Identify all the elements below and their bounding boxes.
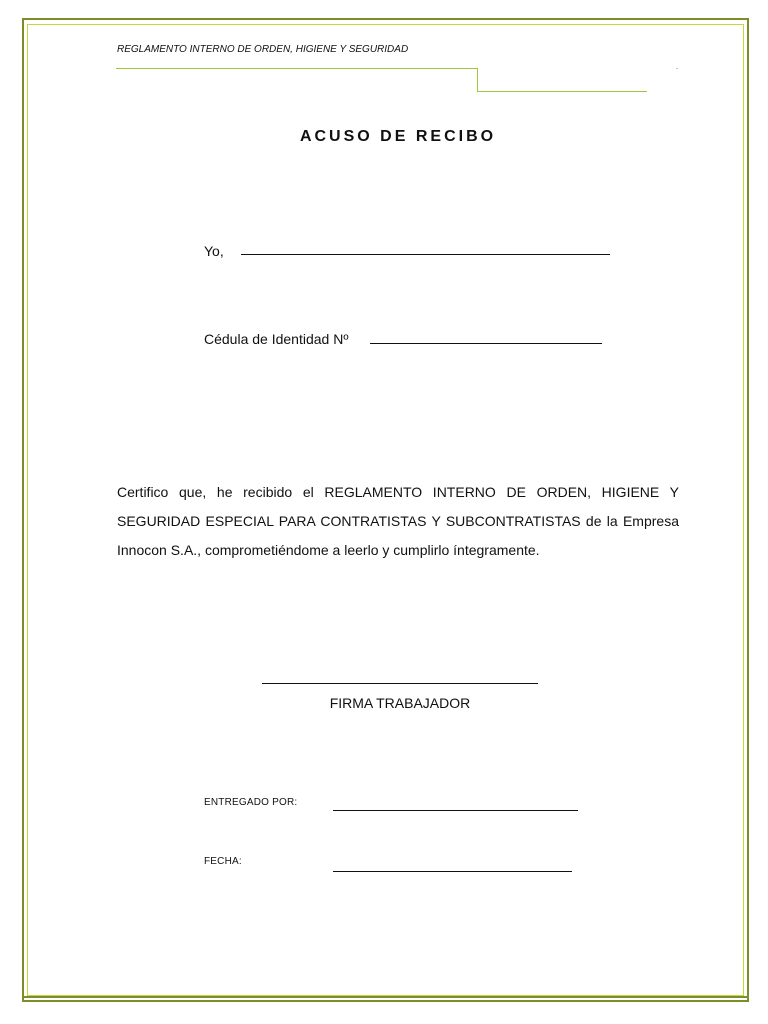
date-label: FECHA: (204, 856, 242, 867)
header-marker: . (676, 62, 679, 71)
date-blank-line[interactable] (333, 871, 572, 872)
id-number-label: Cédula de Identidad Nº (204, 331, 349, 347)
delivered-by-label: ENTREGADO POR: (204, 797, 298, 808)
header-rule (116, 68, 478, 69)
running-header: REGLAMENTO INTERNO DE ORDEN, HIGIENE Y SEGURIDAD (117, 44, 409, 55)
signature-caption: FIRMA TRABAJADOR (329, 695, 471, 711)
name-label: Yo, (204, 243, 224, 259)
header-rule-step (477, 68, 478, 91)
id-number-blank-line[interactable] (370, 343, 602, 344)
delivered-by-blank-line[interactable] (333, 810, 578, 811)
signature-blank-line[interactable] (262, 683, 538, 684)
page-title: ACUSO DE RECIBO (299, 128, 497, 145)
page-border-bottom-rule (22, 996, 749, 998)
certification-paragraph: Certifico que, he recibido el REGLAMENTO INTERNO DE ORDEN, HIGIENE Y SEGURIDAD ESPECIAL PARA CONTRATISTAS Y SUBCONTRATISTAS de la Empresa Innocon S.A., comprometiéndome a leerlo y cumplirlo íntegramente. (117, 484, 679, 558)
name-blank-line[interactable] (241, 254, 610, 255)
header-rule-lower (477, 91, 647, 92)
